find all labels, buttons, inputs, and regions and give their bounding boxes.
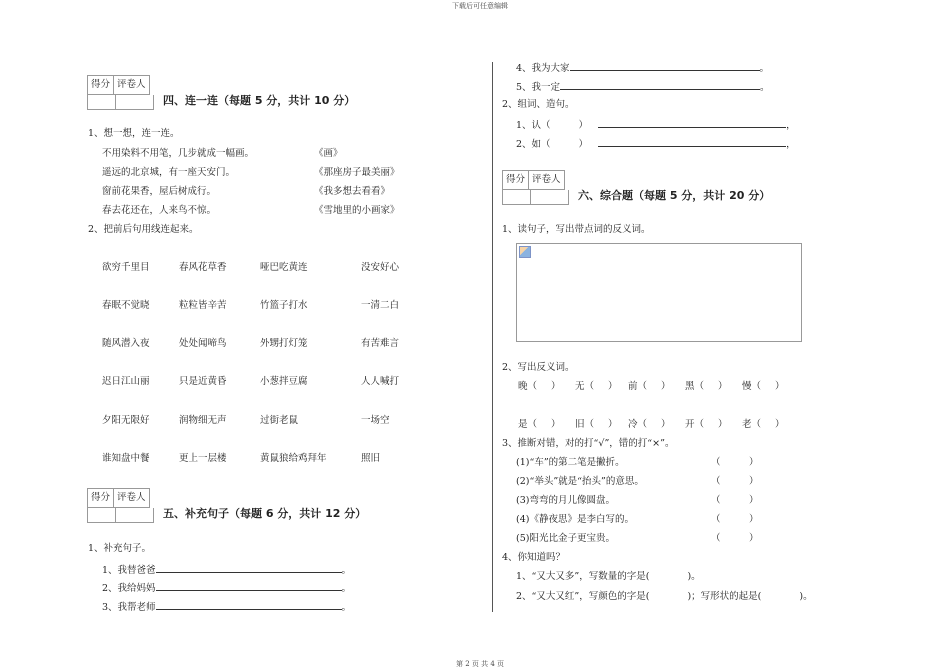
- section6-q4: 4、你知道吗？: [502, 552, 566, 563]
- fill-sentence-2-text: 2、我给妈妈: [102, 583, 156, 594]
- judgement-answer[interactable]: （ ）: [711, 495, 759, 506]
- fill-sentence-3-text: 3、我帮老师: [102, 602, 156, 613]
- section4-q1: 1、想一想，连一连。: [88, 128, 180, 139]
- answer-line[interactable]: [156, 563, 342, 573]
- score-box-section5: [87, 488, 150, 508]
- q4-item-1[interactable]: 1、“又大又多”，写数量的字是( )。: [516, 571, 701, 582]
- fill-sentence-4-text: 4、我为大家: [516, 63, 570, 74]
- period: 。: [341, 602, 352, 613]
- comma: ，: [786, 120, 796, 131]
- period: 。: [341, 565, 352, 576]
- grid-cell: 欲穷千里目: [102, 262, 150, 273]
- antonym-item[interactable]: 无（ ）: [575, 381, 618, 392]
- antonym-item[interactable]: 前（ ）: [628, 381, 671, 392]
- grid-cell: 过街老鼠: [260, 415, 299, 426]
- grader-label: 评卷人: [532, 174, 561, 185]
- score-label: 得分: [88, 489, 114, 507]
- antonym-item[interactable]: 黑（ ）: [685, 381, 728, 392]
- q4-item-2[interactable]: 2、“又大又红”，写颜色的字是( )；写形状的起是( )。: [516, 591, 813, 602]
- grader-label: 评卷人: [117, 492, 146, 503]
- header-note: 下载后可任意编辑: [452, 2, 508, 10]
- antonym-item[interactable]: 开（ ）: [685, 419, 728, 430]
- grid-cell: 谁知盘中餐: [102, 453, 150, 464]
- q1-right-4: 《雪地里的小画家》: [314, 205, 400, 216]
- judgement-answer[interactable]: （ ）: [711, 476, 759, 487]
- period: 。: [759, 63, 770, 74]
- word-sentence-2: [516, 137, 796, 151]
- grid-cell: 粒粒皆辛苦: [179, 300, 227, 311]
- judgement-1: (1)“车”的第二笔是撇折。: [516, 457, 625, 468]
- grid-cell: 小葱拌豆腐: [260, 376, 308, 387]
- judgement-3: (3)弯弯的月儿像圆盘。: [516, 495, 615, 506]
- fill-sentence-1-text: 1、我替爸爸: [102, 565, 156, 576]
- grid-cell: 一清二白: [361, 300, 400, 311]
- fill-sentence-3: [102, 600, 351, 614]
- section5-q2: 2、组词、造句。: [502, 99, 575, 110]
- fill-sentence-4: [516, 61, 769, 75]
- score-box-section4: [87, 75, 150, 95]
- grid-cell: 随风潜入夜: [102, 338, 150, 349]
- section4-title: 四、连一连（每题 5 分，共计 10 分）: [163, 94, 356, 107]
- antonym-item[interactable]: 老（ ）: [742, 419, 785, 430]
- answer-line[interactable]: [156, 600, 342, 610]
- grid-cell: 处处闻啼鸟: [179, 338, 227, 349]
- grid-cell: 人人喊打: [361, 376, 400, 387]
- grid-cell: 黄鼠狼给鸡拜年: [260, 453, 327, 464]
- close-paren: ）: [578, 120, 589, 131]
- judgement-answer[interactable]: （ ）: [711, 457, 759, 468]
- section6-q3: 3、推断对错，对的打“√”，错的打“×”。: [502, 438, 675, 449]
- score-blank-section5[interactable]: [87, 508, 154, 523]
- grid-cell: 一场空: [361, 415, 390, 426]
- answer-line[interactable]: [598, 137, 786, 147]
- grid-cell: 更上一层楼: [179, 453, 227, 464]
- answer-line[interactable]: [598, 118, 786, 128]
- antonym-item[interactable]: 晚（ ）: [518, 381, 561, 392]
- antonym-item[interactable]: 冷（ ）: [628, 419, 671, 430]
- column-divider: [492, 62, 493, 612]
- antonym-item[interactable]: 慢（ ）: [742, 381, 785, 392]
- antonym-item[interactable]: 旧（ ）: [575, 419, 618, 430]
- section6-q1: 1、读句子，写出带点词的反义词。: [502, 224, 651, 235]
- section5-q1: 1、补充句子。: [88, 543, 152, 554]
- q1-right-1: 《画》: [314, 148, 343, 159]
- grid-cell: 哑巴吃黄连: [260, 262, 308, 273]
- section5-title: 五、补充句子（每题 6 分，共计 12 分）: [163, 507, 367, 520]
- word-prompt: 2、如（: [516, 139, 551, 150]
- score-blank-section6[interactable]: [502, 190, 569, 205]
- grid-cell: 竹篮子打水: [260, 300, 308, 311]
- grid-cell: 夕阳无限好: [102, 415, 150, 426]
- q1-left-1: 不用染料不用笔，几步就成一幅画。: [102, 148, 255, 159]
- answer-line[interactable]: [570, 61, 760, 71]
- grid-cell: 只是近黄昏: [179, 376, 227, 387]
- q1-right-3: 《我多想去看看》: [314, 186, 391, 197]
- judgement-answer[interactable]: （ ）: [711, 514, 759, 525]
- fill-sentence-1: [102, 563, 351, 577]
- q1-right-2: 《那座房子最美丽》: [314, 167, 400, 178]
- judgement-4: (4)《静夜思》是李白写的。: [516, 514, 634, 525]
- grid-cell: 迟日江山丽: [102, 376, 150, 387]
- period: 。: [760, 82, 770, 93]
- grader-label: 评卷人: [117, 79, 146, 90]
- grid-cell: 有苦难言: [361, 338, 400, 349]
- grid-cell: 润物细无声: [179, 415, 227, 426]
- score-label: 得分: [88, 76, 114, 94]
- score-box-section6: [502, 170, 565, 190]
- q1-left-4: 春去花还在，人来鸟不惊。: [102, 205, 217, 216]
- fill-sentence-5-text: 5、我一定: [516, 82, 561, 93]
- judgement-5: (5)阳光比金子更宝贵。: [516, 533, 615, 544]
- judgement-2: (2)“举头”就是“抬头”的意思。: [516, 476, 644, 487]
- section6-q2: 2、写出反义词。: [502, 362, 575, 373]
- grid-cell: 没安好心: [361, 262, 400, 273]
- grid-cell: 春眠不觉晓: [102, 300, 150, 311]
- q1-left-2: 遥远的北京城，有一座天安门。: [102, 167, 236, 178]
- answer-line[interactable]: [560, 80, 760, 90]
- fill-sentence-2: [102, 581, 351, 595]
- grid-cell: 外甥打灯笼: [260, 338, 308, 349]
- section4-q2: 2、把前后句用线连起来。: [88, 224, 199, 235]
- period: 。: [341, 583, 352, 594]
- q1-left-3: 窗前花果香，屋后树成行。: [102, 186, 217, 197]
- grid-cell: 照旧: [361, 453, 381, 464]
- section6-title: 六、综合题（每题 5 分，共计 20 分）: [578, 189, 771, 202]
- fill-sentence-5: [516, 80, 770, 94]
- grid-cell: 春风花草香: [179, 262, 227, 273]
- word-prompt: 1、认（: [516, 120, 551, 131]
- judgement-answer[interactable]: （ ）: [711, 533, 759, 544]
- comma: ，: [786, 139, 796, 150]
- footer-page-number: 第 2 页 共 4 页: [456, 660, 505, 668]
- word-sentence-1: [516, 118, 796, 132]
- score-blank-section4[interactable]: [87, 95, 154, 110]
- score-label: 得分: [503, 171, 529, 189]
- close-paren: ）: [578, 139, 589, 150]
- broken-image-icon: [519, 246, 531, 258]
- answer-line[interactable]: [156, 581, 342, 591]
- missing-image-frame: [516, 243, 802, 342]
- antonym-item[interactable]: 是（ ）: [518, 419, 561, 430]
